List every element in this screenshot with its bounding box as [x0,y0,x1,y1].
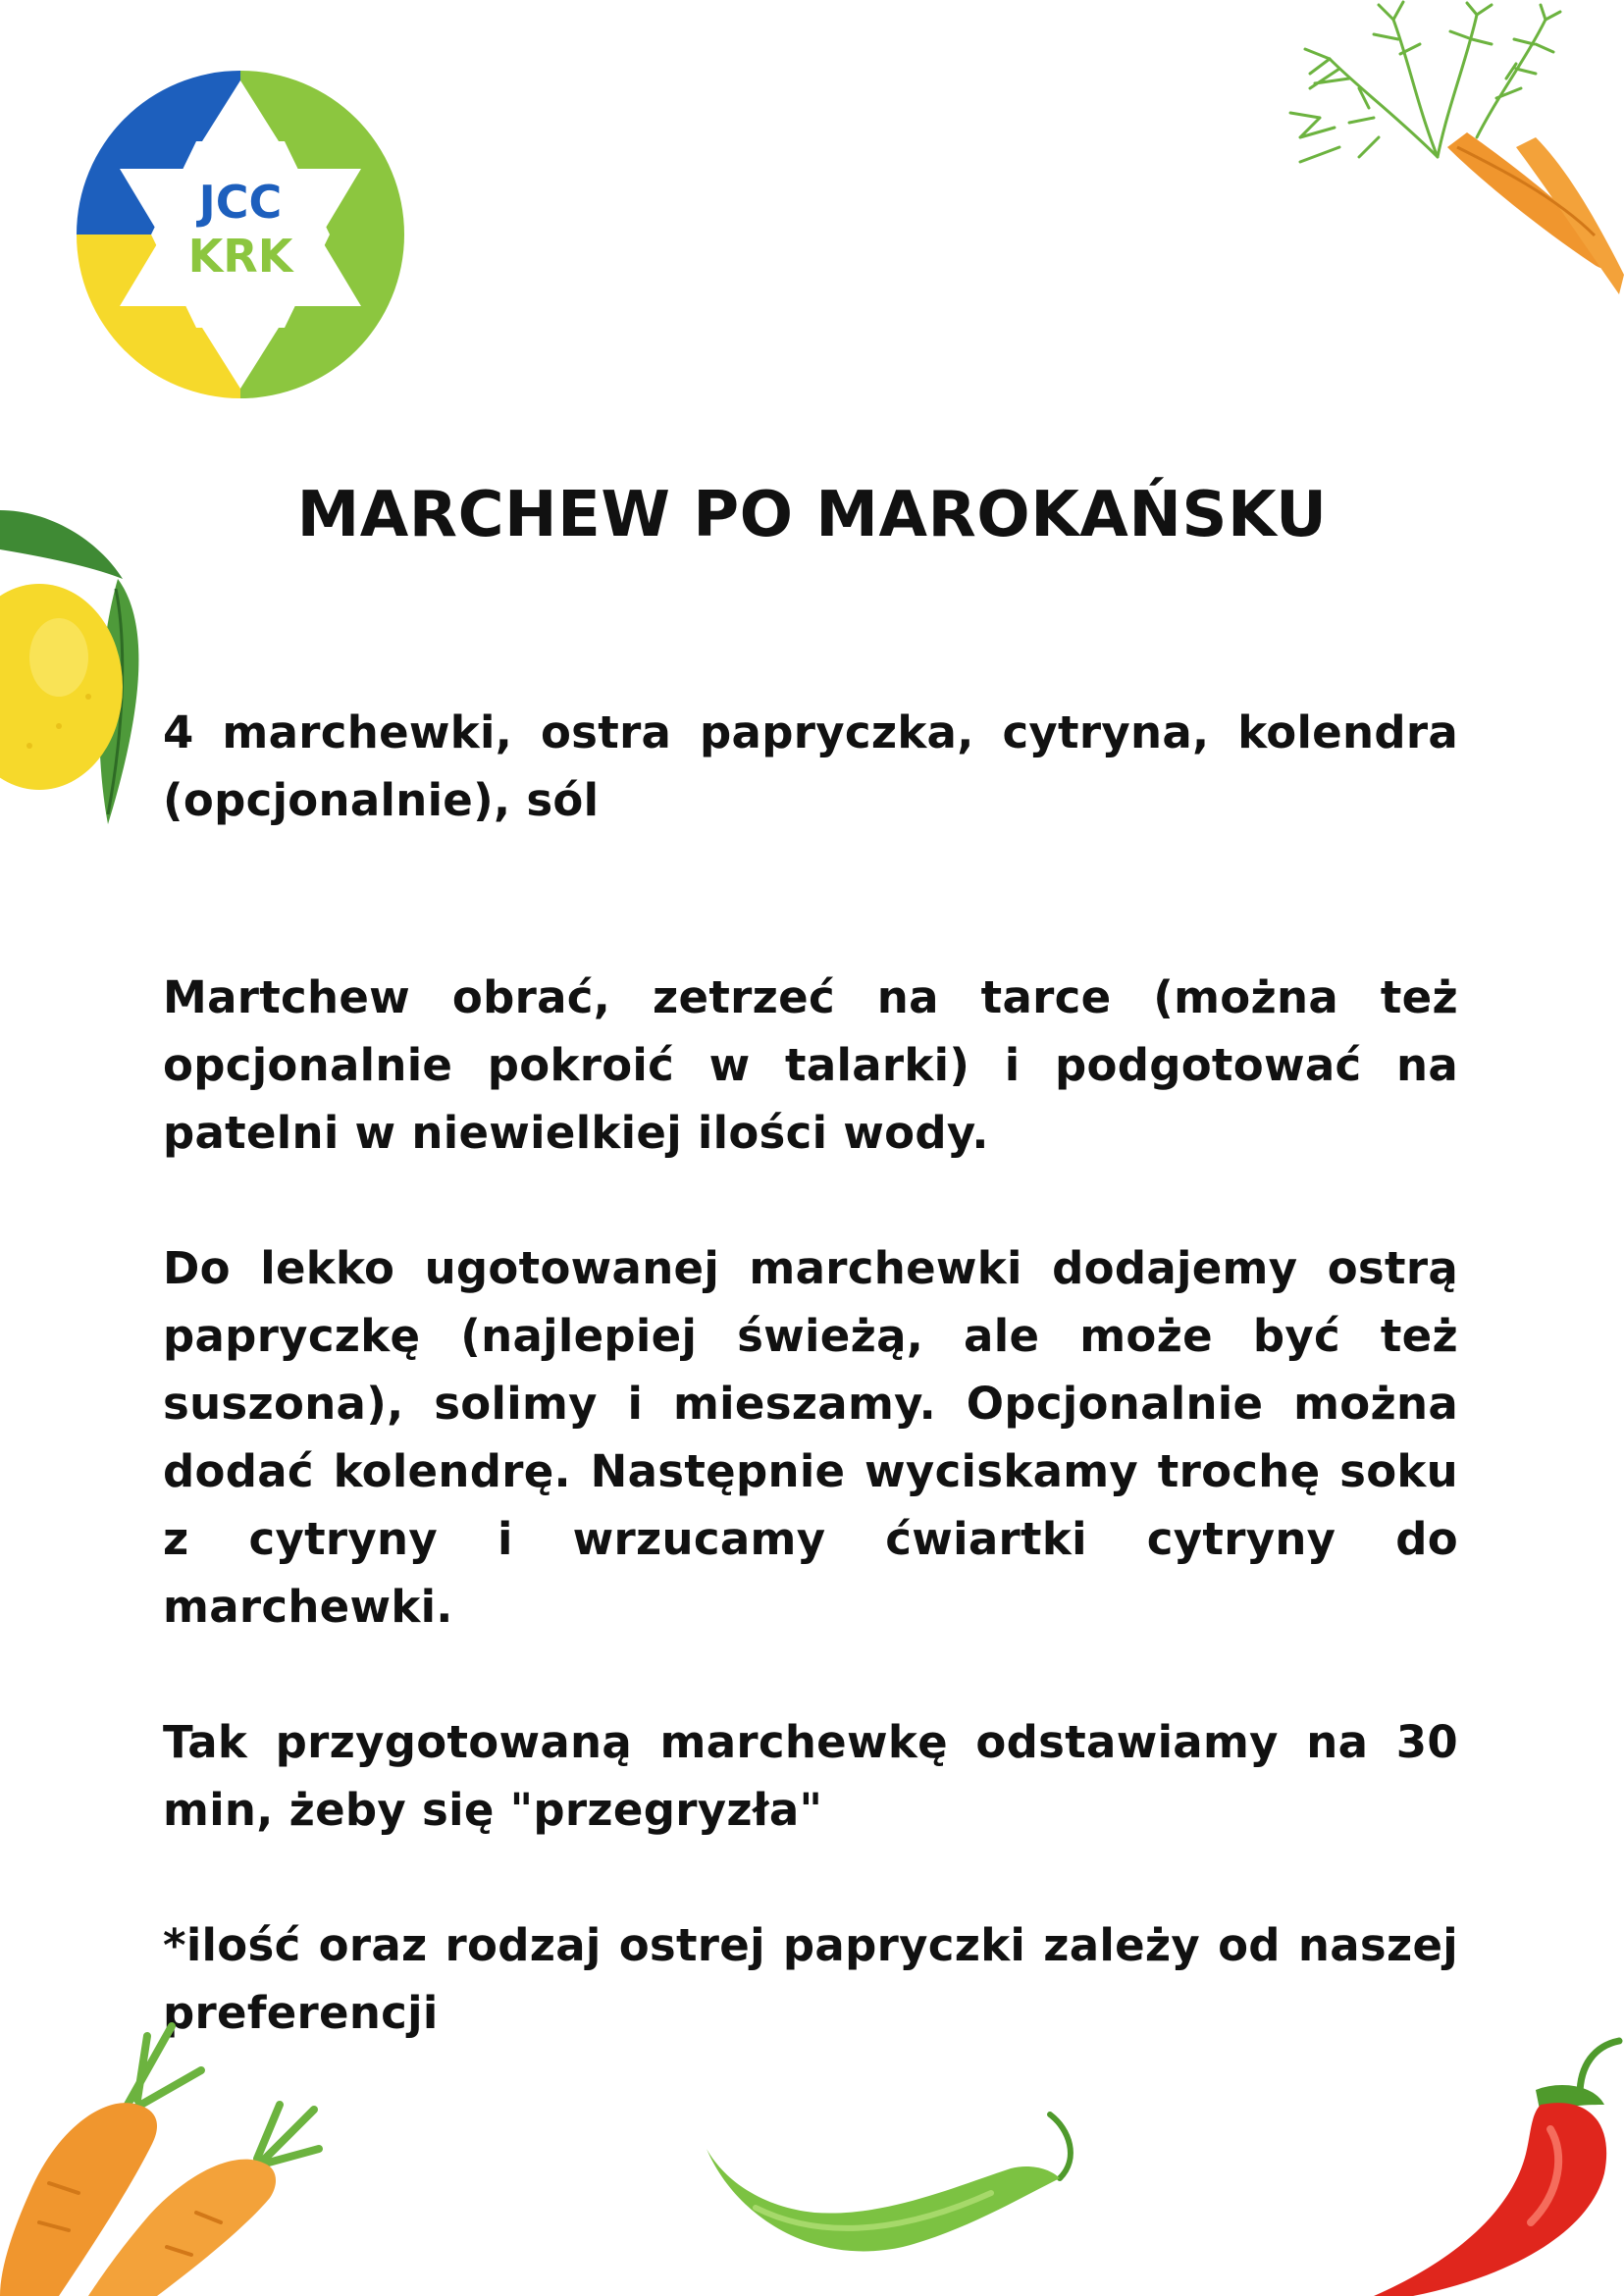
recipe-content [163,699,1458,2047]
step-2: Do lekko ugotowanej marchewki dodajemy ostrą papryczkę (najlepiej świeżą, ale może być też suszona), solimy i mieszamy. Opcjonalnie można dodać kolendrę. Następnie wyciskamy trochę soku z cytryny i wrzucamy ćwiartki cytryny do marchewki. [163,1242,1458,1633]
step-1: Martchew obrać, zetrzeć na tarce (można też opcjonalnie pokroić w talarki) i podgotować na patelni w niewielkiej ilości wody. [163,971,1458,1159]
logo-line2: KRK [187,230,293,283]
logo-line1: JCC [198,176,283,229]
note-text: *ilość oraz rodzaj ostrej papryczki zależy od naszej preferencji [163,1919,1458,2039]
green-pepper-icon [697,2090,1089,2296]
page-title: MARCHEW PO MAROKAŃSKU [296,479,1328,551]
red-pepper-icon [1354,2036,1624,2296]
ingredients-text: 4 marchewki, ostra papryczka, cytryna, kolendra (opcjonalnie), sól [163,706,1458,826]
jcc-krk-logo [77,71,404,398]
step-3: Tak przygotowaną marchewkę odstawiamy na 30 min, żeby się "przegryzła" [163,1716,1458,1836]
carrots-icon [0,2016,324,2296]
dill-carrots-icon [1222,0,1624,334]
